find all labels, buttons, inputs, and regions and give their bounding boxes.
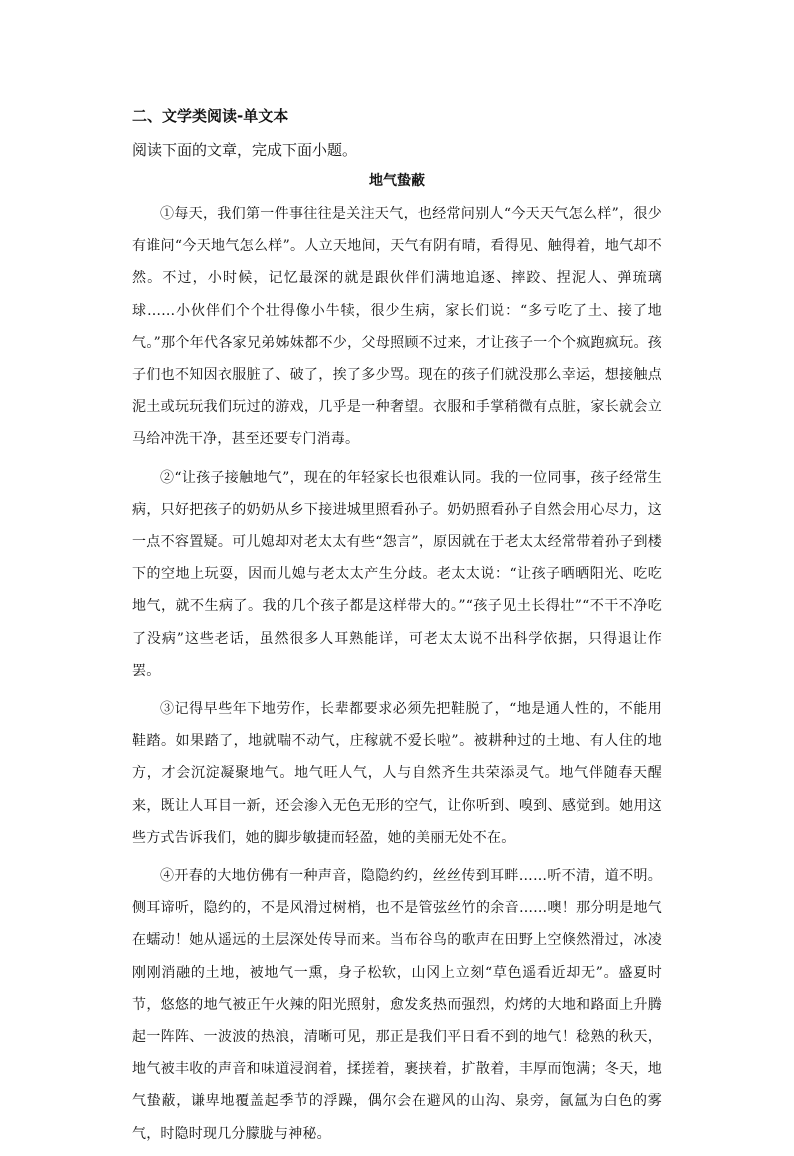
article-body [132, 198, 662, 1156]
article-title: 地气蛰蔽 [369, 173, 425, 189]
instruction-text: 阅读下面的文章，完成下面小题。 [132, 141, 358, 159]
section-heading: 二、文学类阅读-单文本 [132, 107, 289, 125]
paragraph-2: ②“让孩子接触地气”，现在的年轻家长也很难认同。我的一位同事，孩子经常生病，只好把孩子的奶奶从乡下接进城里照看孙子。奶奶照看孙子自然会用心尽力，这一点不容置疑。可儿媳却对老太太有些“怨言”，原因就在于老太太经常带着孙子到楼下的空地上玩耍，因而儿媳与老太太产生分歧。老太太说：“让孩子晒晒阳光、吃吃地气，就不生病了。我的几个孩子都是这样带大的。”“孩子见土长得壮”“不干不净吃了没病”这些老话，虽然很多人耳熟能详，可老太太说不出科学依据，只得退让作罢。 [132, 469, 662, 679]
paragraph-3: ③记得早些年下地劳作，长辈都要求必须先把鞋脱了，“地是通人性的，不能用鞋踏。如果踏了，地就喘不动气，庄稼就不爱长啦”。被耕种过的土地、有人住的地方，才会沉淀凝聚地气。地气旺人气，人与自然齐生共荣添灵气。地气伴随春天醒来，既让人耳目一新，还会渗入无色无形的空气，让你听到、嗅到、感觉到。她用这些方式告诉我们，她的脚步敏捷而轻盈，她的美丽无处不在。 [132, 701, 662, 846]
paragraph-4: ④开春的大地仿佛有一种声音，隐隐约约，丝丝传到耳畔……听不清，道不明。侧耳谛听，隐约的，不是风滑过树梢，也不是管弦丝竹的余音……噢！那分明是地气在蠕动！她从遥远的土层深处传导而来。当布谷鸟的歌声在田野上空倏然滑过，冰凌刚刚消融的土地，被地气一熏，身子松软，山冈上立刻“草色遥看近却无”。盛夏时节，悠悠的地气被正午火辣的阳光照射，愈发炙热而强烈，灼烤的大地和路面上升腾起一阵阵、一波波的热浪，清晰可见，那正是我们平日看不到的地气！稔熟的秋天，地气被丰收的声音和味道浸润着，揉搓着，裹挟着，扩散着，丰厚而饱满；冬天，地气蛰蔽，谦卑地覆盖起季节的浮躁，偶尔会在避风的山沟、泉旁，氤氲为白色的雾气，时隐时现几分朦胧与神秘。 [132, 868, 662, 1142]
paragraph-1: ①每天，我们第一件事往往是关注天气，也经常问别人“今天天气怎么样”，很少有谁问“今天地气怎么样”。人立天地间，天气有阴有晴，看得见、触得着，地气却不然。不过，小时候，记忆最深的就是跟伙伴们满地追逐、摔跤、捏泥人、弹琉璃球……小伙伴们个个壮得像小牛犊，很少生病，家长们说：“多亏吃了土、接了地气。”那个年代各家兄弟姊妹都不少，父母照顾不过来，才让孩子一个个疯跑疯玩。孩子们也不知因衣服脏了、破了，挨了多少骂。现在的孩子们就没那么幸运，想接触点泥土或玩玩我们玩过的游戏，几乎是一种奢望。衣服和手掌稍微有点脏，家长就会立马给冲洗干净，甚至还要专门消毒。 [132, 206, 662, 448]
